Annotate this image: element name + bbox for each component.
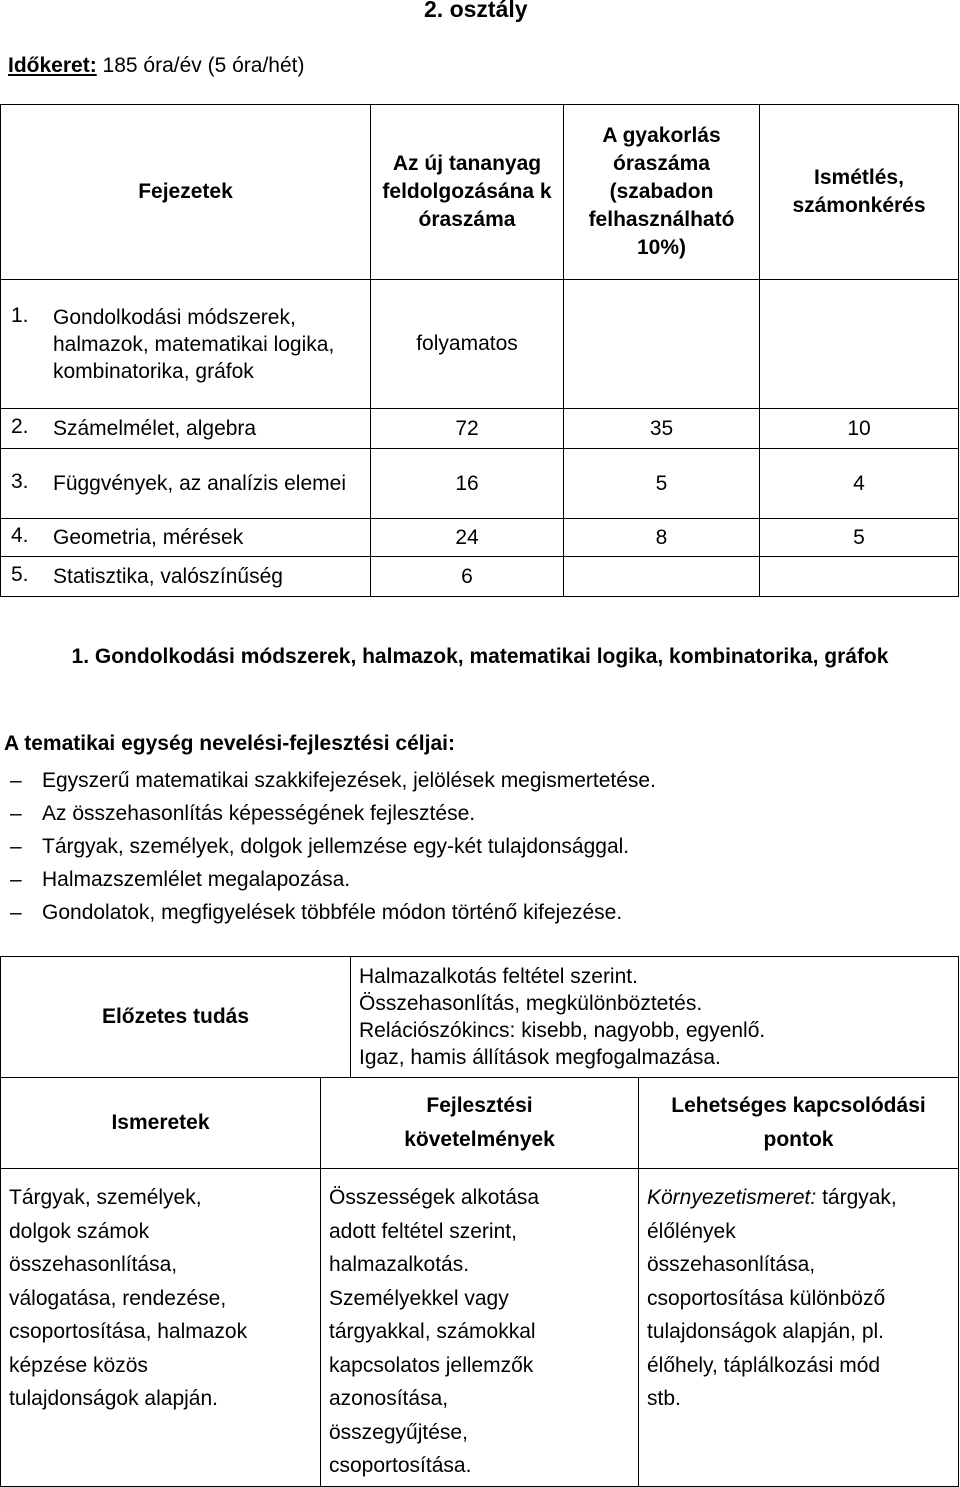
prior-knowledge-table [0, 956, 959, 1078]
text-line: Összességek alkotása [329, 1186, 540, 1209]
review-hours-cell [760, 557, 959, 597]
text-line: kapcsolatos jellemzők [329, 1353, 534, 1377]
goal-text: Gondolatok, megfigyelések többféle módon történő kifejezése. [42, 901, 623, 924]
text-line: azonosítása, [329, 1387, 449, 1410]
review-hours-cell: 10 [760, 409, 959, 449]
text-line: élőlények [647, 1219, 736, 1243]
curriculum-table [0, 1077, 959, 1487]
new-hours-cell: folyamatos [371, 280, 564, 409]
chapter-cell [1, 449, 371, 519]
dash-bullet-icon: – [10, 835, 22, 858]
list-item [10, 797, 656, 830]
chapter-title: Függvények, az analízis elemei [53, 472, 346, 495]
new-hours-cell: 72 [371, 409, 564, 449]
prior-knowledge-line: Összehasonlítás, megkülönböztetés. [359, 992, 703, 1015]
chapter-cell [1, 557, 371, 597]
text-line: összegyűjtése, [329, 1420, 468, 1444]
chapter-number: 5. [11, 563, 29, 586]
table-row [1, 449, 959, 519]
text-line: csoportosítása, halmazok [9, 1320, 248, 1343]
text-line: képzése közös [9, 1353, 148, 1377]
header-line: Ismeretek [111, 1111, 210, 1134]
dash-bullet-icon: – [10, 769, 22, 792]
review-hours-cell: 5 [760, 519, 959, 557]
table-row [1, 557, 959, 597]
table-row [1, 409, 959, 449]
review-hours-cell: 4 [760, 449, 959, 519]
col-header-requirements [321, 1078, 639, 1169]
hours-table [0, 104, 959, 597]
practice-hours-cell: 5 [564, 449, 760, 519]
prior-knowledge-label: Előzetes tudás [1, 957, 351, 1078]
text-line: tulajdonságok alapján. [9, 1387, 218, 1410]
table-row [1, 280, 959, 409]
text-line: válogatása, rendezése, [9, 1286, 227, 1310]
chapter-title: Statisztika, valószínűség [53, 565, 283, 588]
col-header-connections [639, 1078, 959, 1169]
chapter-number: 4. [11, 524, 29, 547]
header-line: pontok [763, 1128, 834, 1151]
goal-text: Tárgyak, személyek, dolgok jellemzése egy-két tulajdonsággal. [42, 835, 630, 858]
practice-hours-cell: 35 [564, 409, 760, 449]
dash-bullet-icon: – [10, 901, 22, 924]
text-line: összehasonlítása, [647, 1253, 816, 1276]
list-item [10, 896, 656, 929]
chapter-number: 2. [11, 415, 29, 438]
connections-cell [639, 1169, 959, 1487]
col-header-practice: A gyakorlás óraszáma (szabadon felhasználható 10%) [564, 105, 760, 280]
text-line: tárgyakkal, számokkal [329, 1320, 536, 1343]
text-fragment: tárgyak, [816, 1186, 897, 1209]
list-item [10, 764, 656, 797]
dash-bullet-icon: – [10, 802, 22, 825]
practice-hours-cell [564, 280, 760, 409]
goal-text: Az összehasonlítás képességének fejlesztése. [42, 802, 476, 825]
text-line: csoportosítása különböző [647, 1286, 886, 1310]
requirements-cell [321, 1169, 639, 1487]
class-title: 2. osztály [424, 0, 528, 22]
practice-hours-cell [564, 557, 760, 597]
review-hours-cell [760, 280, 959, 409]
dash-bullet-icon: – [10, 868, 22, 891]
goals-title: A tematikai egység nevelési-fejlesztési céljai: [4, 732, 455, 755]
text-line: halmazalkotás. [329, 1253, 470, 1276]
col-header-new-material: Az új tananyag feldolgozásána k óraszáma [371, 105, 564, 280]
new-hours-cell: 6 [371, 557, 564, 597]
text-line: adott feltétel szerint, [329, 1219, 517, 1243]
practice-hours-cell: 8 [564, 519, 760, 557]
goal-text: Egyszerű matematikai szakkifejezések, jelölések megismertetése. [42, 769, 656, 792]
subject-name: Környezetismeret: [647, 1186, 817, 1209]
chapter-number: 3. [11, 470, 29, 493]
chapter-cell [1, 519, 371, 557]
hours-table-header-row [1, 105, 959, 280]
text-line [647, 1181, 950, 1215]
goals-list [10, 764, 656, 929]
list-item [10, 830, 656, 863]
text-line: összehasonlítása, [9, 1253, 178, 1276]
text-line: Tárgyak, személyek, [9, 1186, 202, 1209]
goal-text: Halmazszemlélet megalapozása. [42, 868, 351, 891]
prior-knowledge-line: Relációszókincs: kisebb, nagyobb, egyenlő. [359, 1019, 766, 1042]
knowledge-cell [1, 1169, 321, 1487]
header-line: követelmények [404, 1128, 555, 1151]
text-line: dolgok számok [9, 1219, 150, 1243]
col-header-knowledge [1, 1078, 321, 1169]
chapter-cell [1, 409, 371, 449]
time-frame-label: Időkeret: [8, 54, 97, 77]
prior-knowledge-content [351, 957, 959, 1078]
prior-knowledge-line: Halmazalkotás feltétel szerint. [359, 965, 638, 988]
prior-knowledge-line: Igaz, hamis állítások megfogalmazása. [359, 1046, 721, 1069]
header-line: Lehetséges kapcsolódási [671, 1094, 926, 1117]
text-line: élőhely, táplálkozási mód [647, 1353, 881, 1377]
new-hours-cell: 24 [371, 519, 564, 557]
section-heading: 1. Gondolkodási módszerek, halmazok, matematikai logika, kombinatorika, gráfok [71, 645, 889, 668]
chapter-title: Geometria, mérések [53, 526, 244, 549]
new-hours-cell: 16 [371, 449, 564, 519]
text-line: Személyekkel vagy [329, 1286, 509, 1310]
col-header-chapters: Fejezetek [1, 105, 371, 280]
chapter-number: 1. [11, 303, 29, 327]
chapter-title: Számelmélet, algebra [53, 417, 257, 440]
chapter-cell [1, 280, 371, 409]
time-frame [8, 54, 304, 78]
text-line: stb. [647, 1387, 681, 1410]
col-header-review: Ismétlés, számonkérés [760, 105, 959, 280]
text-line: tulajdonságok alapján, pl. [647, 1320, 885, 1343]
text-line: csoportosítása. [329, 1454, 472, 1477]
table-row [1, 519, 959, 557]
chapter-title: Gondolkodási módszerek, halmazok, matematikai logika, kombinatorika, gráfok [53, 305, 335, 383]
time-frame-value: 185 óra/év (5 óra/hét) [102, 54, 305, 77]
list-item [10, 863, 656, 896]
header-line: Fejlesztési [426, 1094, 533, 1117]
